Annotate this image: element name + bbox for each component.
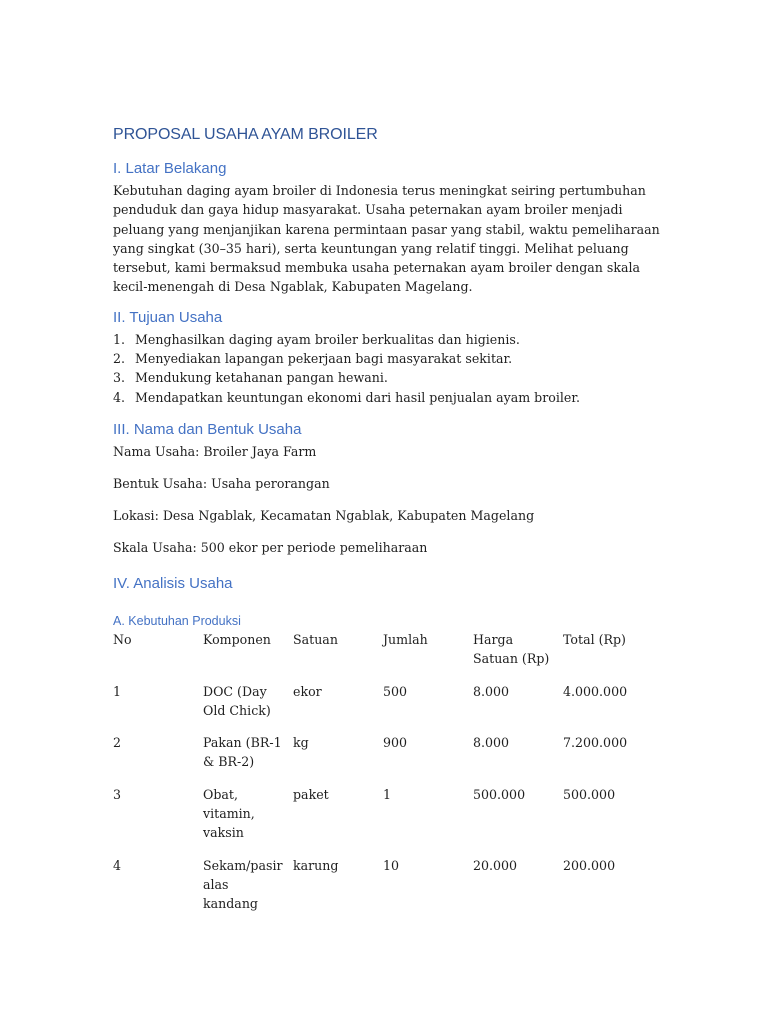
- table-header-cell: Jumlah: [383, 631, 428, 647]
- list-number: 4.: [113, 389, 126, 405]
- table-cell: 3: [113, 786, 122, 802]
- table-cell: 1: [383, 786, 392, 802]
- section-heading-tujuan-usaha: II. Tujuan Usaha: [113, 308, 223, 326]
- table-cell: DOC (Day Old Chick): [203, 683, 271, 718]
- table-cell: 8.000: [473, 683, 510, 699]
- document-page: [113, 126, 673, 927]
- section-heading-latar-belakang: I. Latar Belakang: [113, 160, 227, 177]
- table-cell: Obat, vitamin, vaksin: [203, 786, 255, 841]
- list-number: 3.: [113, 370, 126, 386]
- list-number: 2.: [113, 351, 126, 367]
- list-number: 1.: [113, 331, 126, 347]
- table-cell: 8.000: [473, 735, 510, 751]
- table-cell: 500.000: [473, 786, 526, 802]
- table-header-row: [113, 630, 655, 682]
- table-cell: 1: [113, 683, 122, 699]
- list-item: [113, 368, 673, 387]
- table-cell: 10: [383, 857, 400, 873]
- table-cell: paket: [293, 786, 329, 802]
- table-row: [113, 856, 655, 927]
- table-cell: karung: [293, 857, 339, 873]
- table-cell: Sekam/pasir alas kandang: [203, 857, 283, 912]
- table-cell: 200.000: [563, 857, 616, 873]
- table-cell: 2: [113, 735, 122, 751]
- table-cell: 500.000: [563, 786, 616, 802]
- skala-usaha-line: Skala Usaha: 500 ekor per periode pemeliharaan: [113, 539, 428, 555]
- table-cell: 7.200.000: [563, 735, 628, 751]
- table-cell: kg: [293, 735, 309, 751]
- table-header-cell: No: [113, 631, 132, 647]
- table-header-cell: Satuan: [293, 631, 338, 647]
- nama-usaha-line: Nama Usaha: Broiler Jaya Farm: [113, 443, 317, 459]
- table-row: [113, 682, 655, 734]
- list-item-text: Menyediakan lapangan pekerjaan bagi masyarakat sekitar.: [135, 351, 513, 367]
- bentuk-usaha-line: Bentuk Usaha: Usaha perorangan: [113, 475, 330, 491]
- table-cell: 4.000.000: [563, 683, 628, 699]
- list-item-text: Mendapatkan keuntungan ekonomi dari hasil penjualan ayam broiler.: [135, 389, 580, 405]
- tujuan-usaha-list: [113, 330, 673, 407]
- table-header-cell: Harga Satuan (Rp): [473, 631, 550, 667]
- table-row: [113, 733, 655, 785]
- list-item: [113, 349, 673, 368]
- table-cell: Pakan (BR-1 & BR-2): [203, 735, 282, 770]
- document-title: PROPOSAL USAHA AYAM BROILER: [113, 126, 378, 143]
- table-cell: ekor: [293, 683, 322, 699]
- table-header-cell: Total (Rp): [563, 631, 626, 647]
- list-item: [113, 330, 673, 349]
- table-row: [113, 785, 655, 856]
- table-cell: 900: [383, 735, 408, 751]
- list-item-text: Menghasilkan daging ayam broiler berkualitas dan higienis.: [135, 331, 520, 347]
- table-cell: 20.000: [473, 857, 518, 873]
- table-header-cell: Komponen: [203, 631, 271, 647]
- production-needs-table: [113, 630, 655, 927]
- section-heading-analisis-usaha: IV. Analisis Usaha: [113, 574, 233, 592]
- list-item: [113, 388, 673, 407]
- table-cell: 4: [113, 857, 122, 873]
- lokasi-line: Lokasi: Desa Ngablak, Kecamatan Ngablak, Kabupaten Magelang: [113, 507, 535, 523]
- subsection-heading-kebutuhan-produksi: A. Kebutuhan Produksi: [113, 613, 241, 628]
- latar-belakang-paragraph: Kebutuhan daging ayam broiler di Indonesia terus meningkat seiring pertumbuhan penduduk dan gaya hidup masyarakat. Usaha peternakan ayam broiler menjadi peluang yang menjanjikan karena permintaan pasar yang stabil, waktu pemeliharaan yang singkat (30–35 hari), serta keuntungan yang relatif tinggi. Melihat peluang tersebut, kami bermaksud membuka usaha peternakan ayam broiler dengan skala kecil-menengah di Desa Ngablak, Kabupaten Magelang.: [113, 183, 660, 295]
- section-heading-nama-bentuk-usaha: III. Nama dan Bentuk Usaha: [113, 420, 302, 438]
- list-item-text: Mendukung ketahanan pangan hewani.: [135, 370, 388, 386]
- table-cell: 500: [383, 683, 408, 699]
